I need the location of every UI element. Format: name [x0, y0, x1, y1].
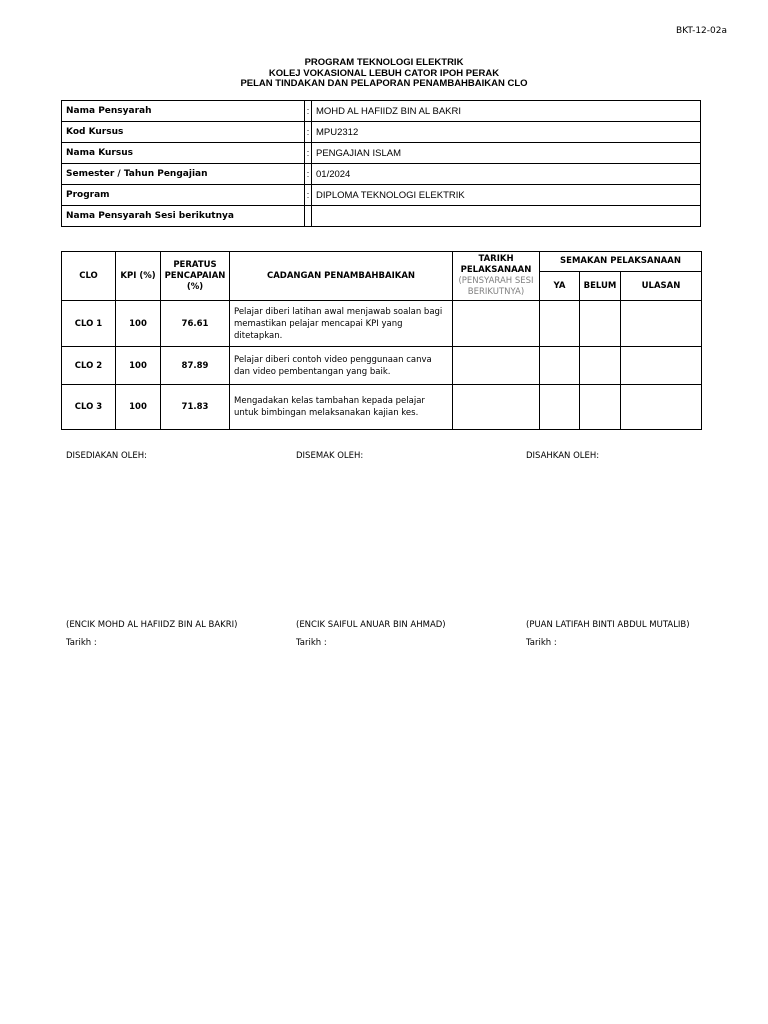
header-semakan: SEMAKAN PELAKSANAAN — [540, 252, 702, 272]
header-ya: YA — [540, 272, 580, 301]
header-belum: BELUM — [580, 272, 621, 301]
info-row — [62, 164, 701, 185]
header-ulasan: ULASAN — [621, 272, 702, 301]
info-value: DIPLOMA TEKNOLOGI ELEKTRIK — [312, 185, 701, 206]
prepared-by-label: DISEDIAKAN OLEH: — [66, 451, 148, 461]
cadangan-cell: Pelajar diberi contoh video penggunaan canva dan video pembentangan yang baik. — [230, 347, 453, 385]
peratus-cell: 76.61 — [161, 301, 230, 347]
info-label: Nama Pensyarah Sesi berikutnya — [62, 206, 305, 227]
clo-cell: CLO 3 — [62, 385, 116, 430]
approved-by-label: DISAHKAN OLEH: — [526, 451, 600, 461]
table-row — [62, 347, 702, 385]
document-header — [0, 58, 768, 90]
header-cadangan: CADANGAN PENAMBAHBAIKAN — [230, 252, 453, 301]
reviewed-by-name: (ENCIK SAIFUL ANUAR BIN AHMAD) — [296, 620, 446, 630]
info-value: MOHD AL HAFIIDZ BIN AL BAKRI — [312, 101, 701, 122]
info-separator: : — [305, 101, 312, 122]
info-row — [62, 101, 701, 122]
clo-cell: CLO 2 — [62, 347, 116, 385]
info-separator: : — [305, 122, 312, 143]
kpi-cell: 100 — [116, 385, 161, 430]
program-title: PROGRAM TEKNOLOGI ELEKTRIK — [304, 57, 464, 68]
table-row — [62, 301, 702, 347]
info-label: Semester / Tahun Pengajian — [62, 164, 305, 185]
course-info-table — [61, 100, 701, 227]
info-label: Kod Kursus — [62, 122, 305, 143]
info-label: Nama Kursus — [62, 143, 305, 164]
ulasan-cell — [621, 301, 702, 347]
info-label: Nama Pensyarah — [62, 101, 305, 122]
peratus-cell: 87.89 — [161, 347, 230, 385]
belum-cell — [580, 385, 621, 430]
info-row — [62, 206, 701, 227]
info-row — [62, 143, 701, 164]
info-separator: : — [305, 164, 312, 185]
info-separator — [305, 206, 312, 227]
header-peratus: PERATUS PENCAPAIAN (%) — [161, 252, 230, 301]
kpi-cell: 100 — [116, 347, 161, 385]
header-tarikh-label: TARIKH PELAKSANAAN — [460, 254, 532, 275]
header-row — [62, 252, 702, 272]
form-title: PELAN TINDAKAN DAN PELAPORAN PENAMBAHBAIKAN CLO — [240, 78, 528, 89]
reviewed-date-label: Tarikh : — [296, 638, 327, 648]
header-tarikh-sub: (PENSYARAH SESI BERIKUTNYA) — [458, 276, 534, 297]
cadangan-cell: Pelajar diberi latihan awal menjawab soalan bagi memastikan pelajar mencapai KPI yang ditetapkan. — [230, 301, 453, 347]
cadangan-cell: Mengadakan kelas tambahan kepada pelajar untuk bimbingan melaksanakan kajian kes. — [230, 385, 453, 430]
kpi-cell: 100 — [116, 301, 161, 347]
info-separator: : — [305, 143, 312, 164]
clo-improvement-table — [61, 251, 702, 430]
reviewed-by-label: DISEMAK OLEH: — [296, 451, 364, 461]
document-code: BKT-12-02a — [676, 26, 727, 36]
belum-cell — [580, 347, 621, 385]
header-kpi: KPI (%) — [116, 252, 161, 301]
peratus-cell: 71.83 — [161, 385, 230, 430]
college-title: KOLEJ VOKASIONAL LEBUH CATOR IPOH PERAK — [268, 67, 500, 79]
ya-cell — [540, 347, 580, 385]
info-value: 01/2024 — [312, 164, 701, 185]
info-row — [62, 122, 701, 143]
ulasan-cell — [621, 385, 702, 430]
info-value: PENGAJIAN ISLAM — [312, 143, 701, 164]
tarikh-cell — [453, 347, 540, 385]
approved-by-name: (PUAN LATIFAH BINTI ABDUL MUTALIB) — [526, 620, 690, 630]
header-tarikh — [453, 252, 540, 301]
table-row — [62, 385, 702, 430]
header-clo: CLO — [62, 252, 116, 301]
tarikh-cell — [453, 301, 540, 347]
tarikh-cell — [453, 385, 540, 430]
info-row — [62, 185, 701, 206]
info-value: MPU2312 — [312, 122, 701, 143]
prepared-date-label: Tarikh : — [66, 638, 97, 648]
ya-cell — [540, 385, 580, 430]
prepared-by-name: (ENCIK MOHD AL HAFIIDZ BIN AL BAKRI) — [66, 620, 238, 630]
ya-cell — [540, 301, 580, 347]
info-value — [312, 206, 701, 227]
belum-cell — [580, 301, 621, 347]
clo-cell: CLO 1 — [62, 301, 116, 347]
ulasan-cell — [621, 347, 702, 385]
info-label: Program — [62, 185, 305, 206]
info-separator: : — [305, 185, 312, 206]
approved-date-label: Tarikh : — [526, 638, 557, 648]
